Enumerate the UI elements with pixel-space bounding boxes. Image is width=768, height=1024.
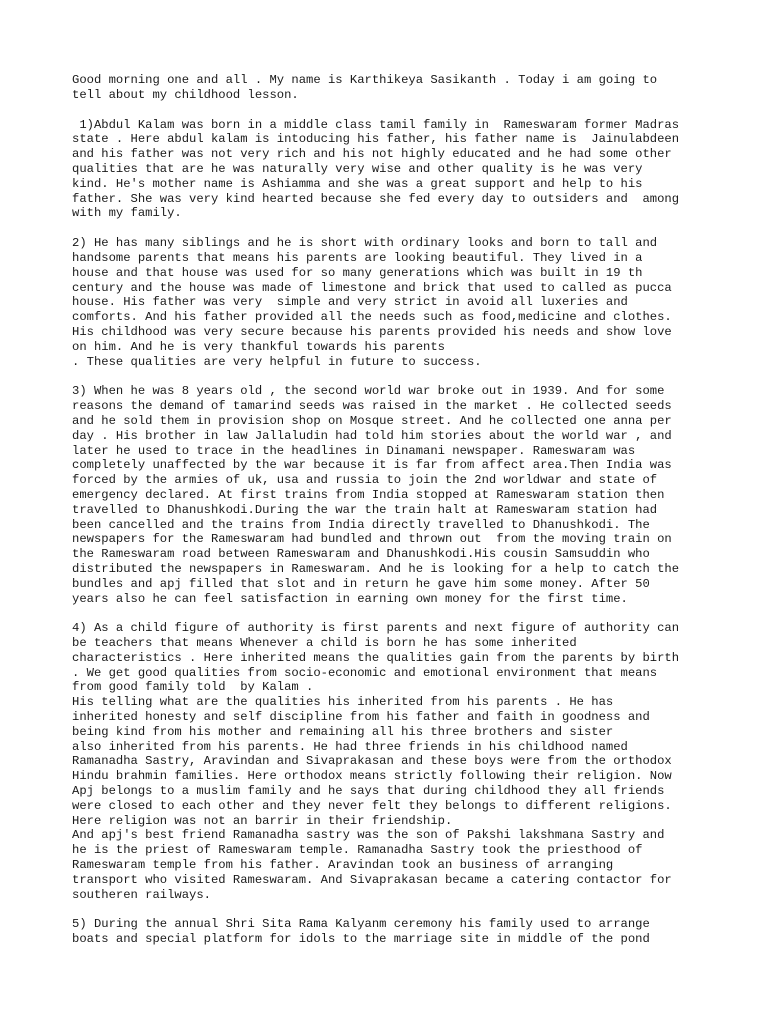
intro-paragraph: Good morning one and all . My name is Karthikeya Sasikanth . Today i am going to tell about my childhood lesson. [72, 73, 658, 102]
paragraph-3: 3) When he was 8 years old , the second world war broke out in 1939. And for some reasons the demand of tamarind seeds was raised in the market . He collected seeds and he sold them in provision shop on Mosque street. And he collected one anna per day . His brother in law Jallaludin had told him stories about the world war , and later he used to trace in the headlines in Dinamani newspaper. Rameswaram was completely unaffected by the war because it is far from affect area.Then India was forced by the armies of uk, usa and russia to join the 2nd worldwar and state of emergency declared. At first trains from India stopped at Rameswaram station then travelled to Dhanushkodi.During the war the train halt at Rameswaram station had been cancelled and the trains from India directly travelled to Dhanushkodi. The newspapers for the Rameswaram had bundled and thrown out from the moving train on the Rameswaram road between Rameswaram and Dhanushkodi.His cousin Samsuddin who distributed the newspapers in Rameswaram. And he is looking for a help to catch the bundles and apj filled that slot and in return he gave him some money. After 50 years also he can feel satisfaction in earning own money for the first time. [72, 384, 680, 606]
paragraph-5: 5) During the annual Shri Sita Rama Kalyanm ceremony his family used to arrange boats and special platform for idols to the marriage site in middle of the pond [72, 917, 650, 947]
paragraph-1: 1)Abdul Kalam was born in a middle class tamil family in Rameswaram former Madras state . Here abdul kalam is intoducing his father, his father name is Jainulabdeen and his father was not very rich and his not highly educated and he had some other qualities that are he was naturally very wise and other quality is he was very kind. He's mother name is Ashiamma and she was a great support and help to his father. She was very kind hearted because she fed every day to outsiders and among with my family. [72, 117, 680, 221]
paragraph-4: 4) As a child figure of authority is first parents and next figure of authority can be teachers that means Whenever a child is born he has some inherited characteristics . Here inherited means the qualities gain from the parents by birth . We get good qualities from socio-economic and emotional environment that means from good family told by Kalam . His telling what are the qualities his inherited from his parents . He has inherited honesty and self discipline from his father and faith in goodness and being kind from his mother and remaining all his three brothers and sister also inherited from his parents. He had three friends in his childhood named Ramanadha Sastry, Aravindan and Sivaprakasan and these boys were from the orthodox Hindu brahmin families. Here orthodox means strictly following their religion. Now Apj belongs to a muslim family and he says that during childhood they all friends were closed to each other and they never felt they belongs to different religions. Here religion was not an barrir in their friendship. And apj's best friend Ramanadha sastry was the son of Pakshi lakshmana Sastry and he is the priest of Rameswaram temple. Ramanadha Sastry took the priesthood of Rameswaram temple from his father. Aravindan took an business of arranging transport who visited Rameswaram. And Sivaprakasan became a catering contactor for southeren railways. [72, 621, 680, 902]
paragraph-2: 2) He has many siblings and he is short with ordinary looks and born to tall and handsome parents that means his parents are looking beautiful. They lived in a house and that house was used for so many generations which was built in 19 th century and the house was made of limestone and brick that used to called as pucca house. His father was very simple and very strict in avoid all luxeries and comforts. And his father provided all the needs such as food,medicine and clothes. His childhood was very secure because his parents provided his needs and show love on him. And he is very thankful towards his parents . These qualities are very helpful in future to success. [72, 236, 672, 369]
